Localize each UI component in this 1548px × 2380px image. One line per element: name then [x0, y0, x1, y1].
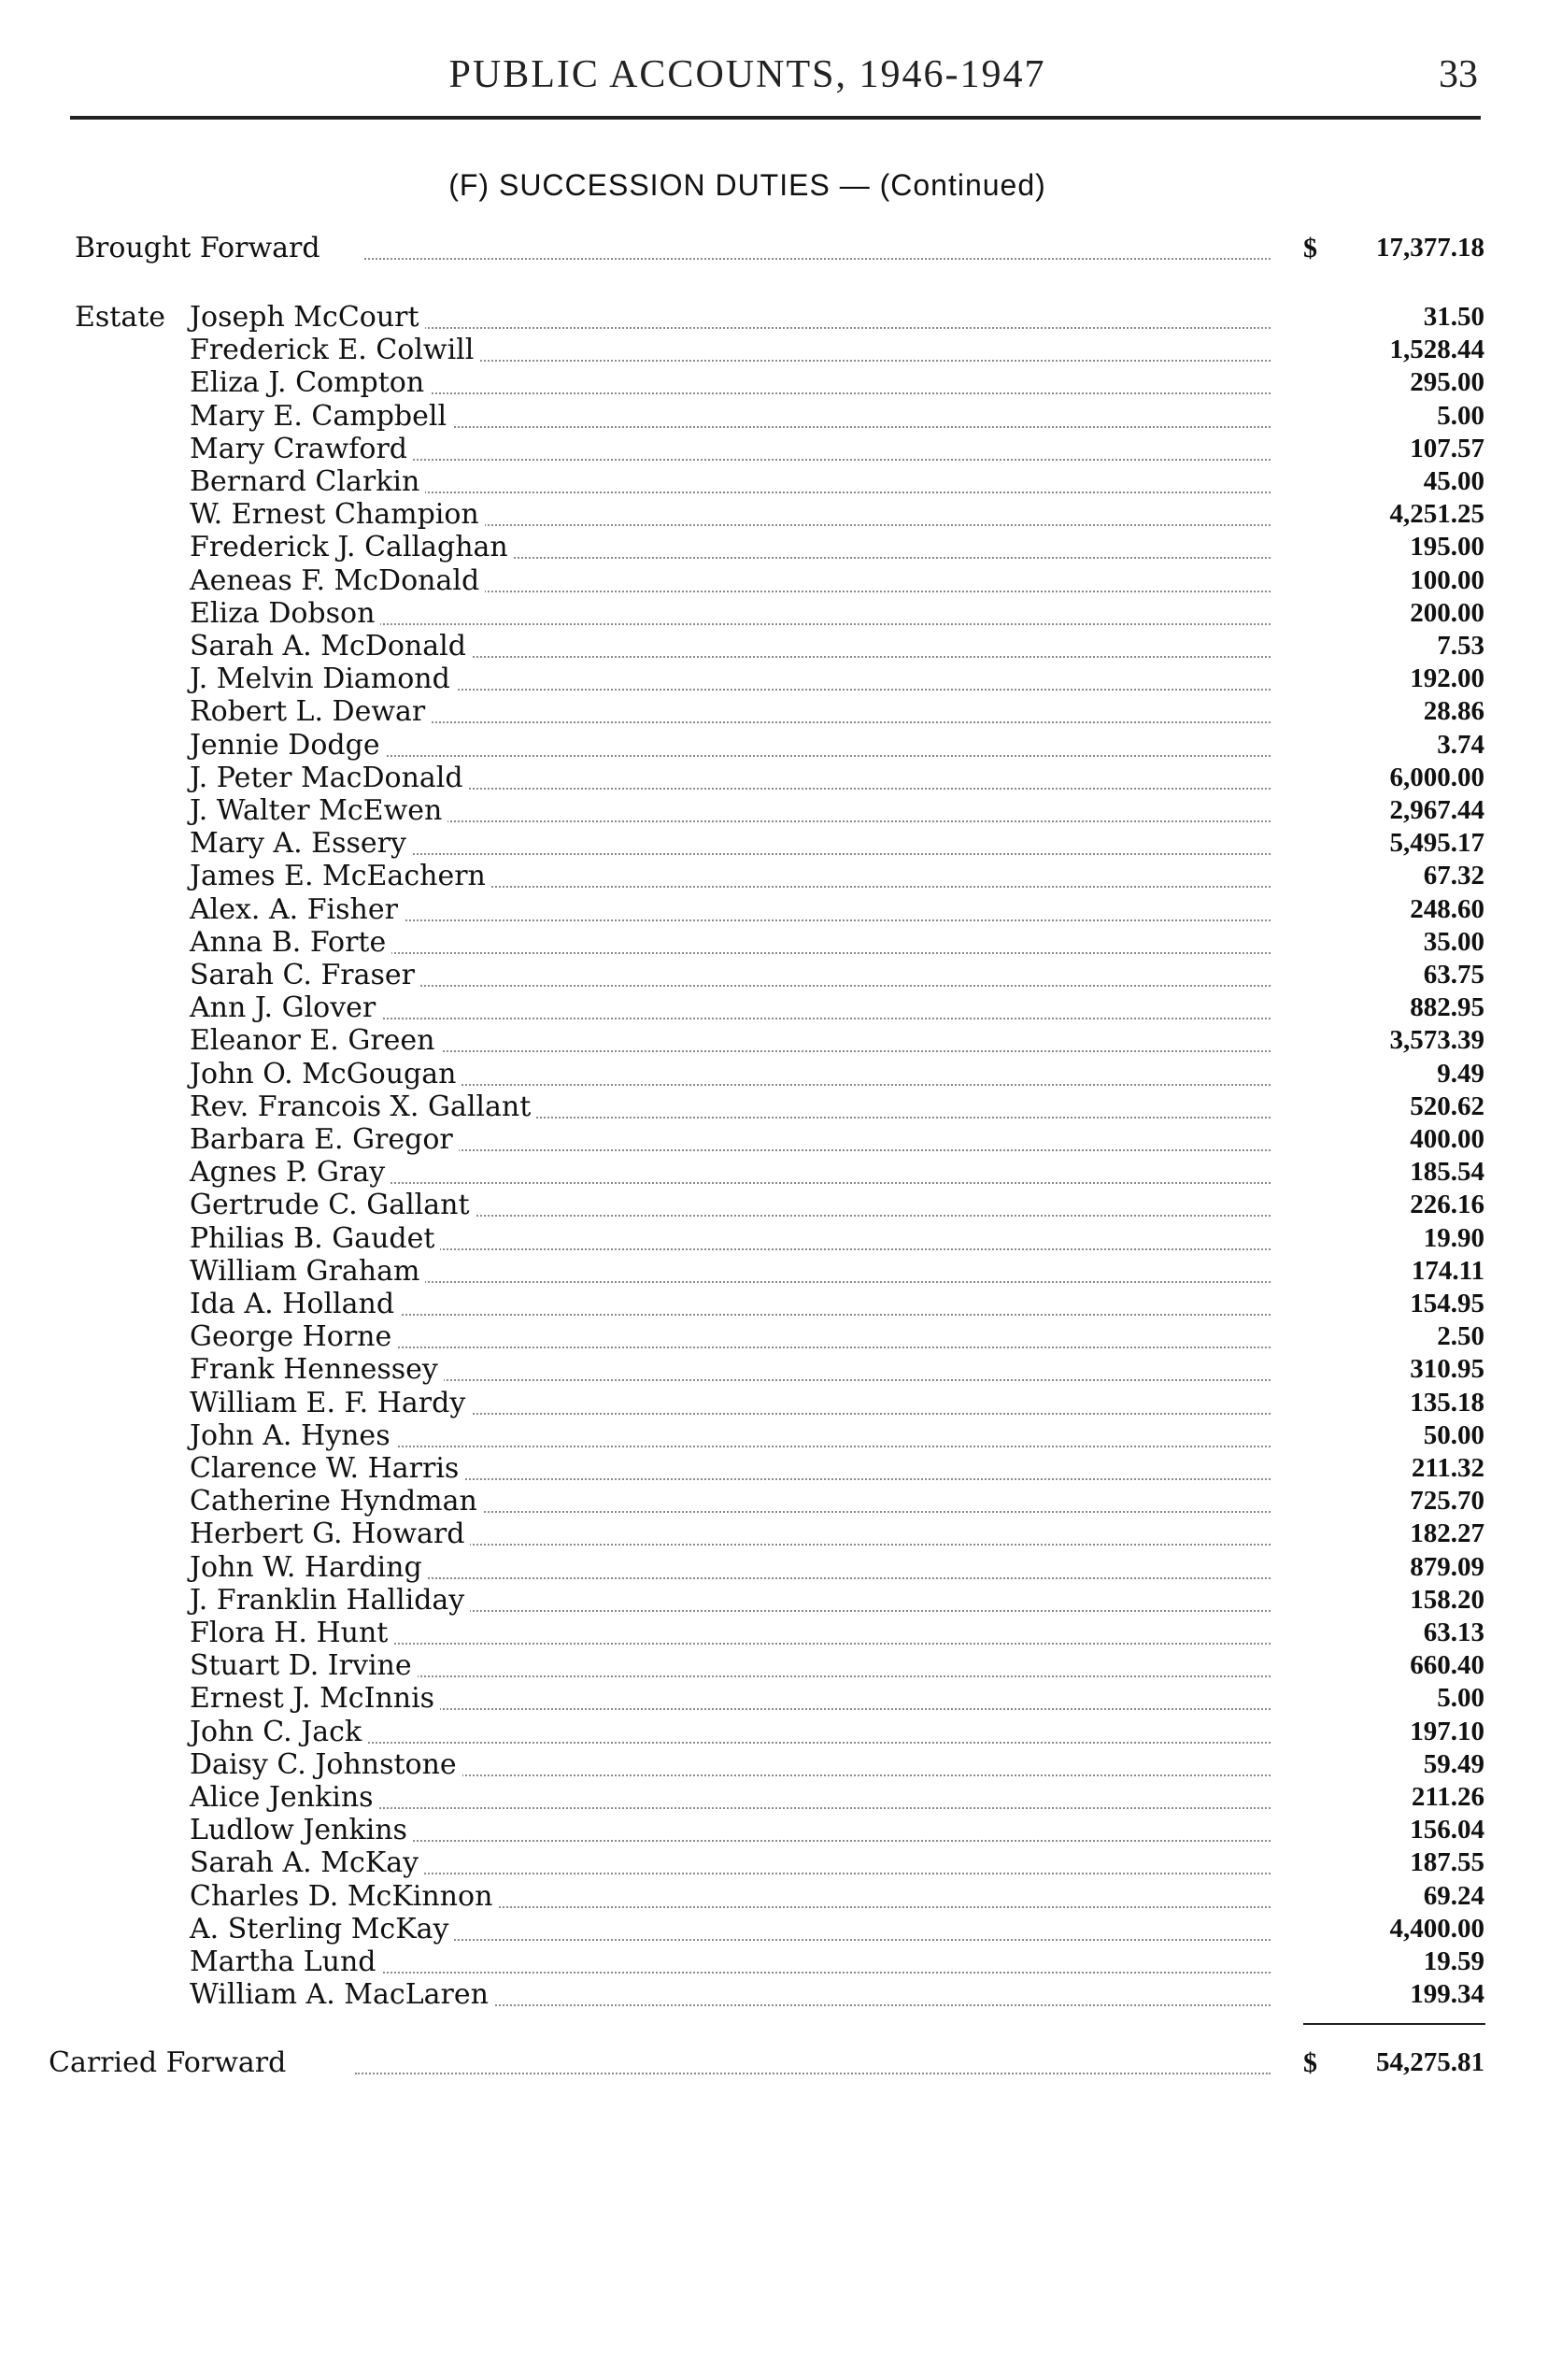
estate-name: Alex. A. Fisher — [190, 893, 404, 926]
estate-amount: 59.49 — [1423, 1748, 1484, 1779]
leader-dots — [227, 1939, 1271, 1974]
estate-amount: 192.00 — [1410, 663, 1484, 694]
estate-amount: 4,251.25 — [1389, 499, 1484, 530]
total-rule — [1303, 2023, 1485, 2025]
estate-name: Sarah A. McKay — [190, 1846, 424, 1879]
estate-name: Sarah C. Fraser — [190, 959, 420, 991]
estate-name: Bernard Clarkin — [190, 465, 425, 498]
estate-name: Anna B. Forte — [190, 926, 391, 959]
estate-amount: 1,528.44 — [1389, 335, 1484, 365]
brought-forward-row — [0, 232, 1548, 264]
estate-amount: 197.10 — [1410, 1716, 1484, 1746]
estate-name: Robert L. Dewar — [190, 695, 431, 728]
estate-name: Eliza J. Compton — [190, 366, 430, 399]
estate-amount: 4,400.00 — [1389, 1913, 1484, 1944]
leader-dots — [227, 1709, 1271, 1744]
running-title: PUBLIC ACCOUNTS, 1946-1947 — [448, 53, 1046, 96]
leader-dots — [364, 225, 1271, 260]
leader-dots — [227, 985, 1271, 1019]
estate-amount: 195.00 — [1410, 532, 1484, 563]
estate-amount: 6,000.00 — [1389, 762, 1484, 792]
estate-name: Ann J. Glover — [190, 991, 381, 1024]
estate-amount: 185.54 — [1410, 1157, 1484, 1188]
carried-forward-row — [0, 2046, 1548, 2079]
header-rule — [70, 116, 1481, 120]
estate-amount: 400.00 — [1410, 1124, 1484, 1154]
estate-amount: 5,495.17 — [1389, 828, 1484, 859]
estate-name: Agnes P. Gray — [190, 1156, 391, 1189]
estate-name: Sarah A. McDonald — [190, 630, 472, 663]
estate-name: J. Melvin Diamond — [190, 663, 456, 695]
estate-name: Alice Jenkins — [190, 1781, 379, 1814]
estate-amount: 31.50 — [1423, 302, 1484, 332]
estate-name: John C. Jack — [190, 1716, 367, 1748]
estate-name: W. Ernest Champion — [190, 498, 485, 531]
estate-amount: 520.62 — [1410, 1090, 1484, 1121]
estate-name: Mary E. Campbell — [190, 400, 452, 433]
estate-name: Rev. Francois X. Gallant — [190, 1090, 536, 1123]
estate-amount: 7.53 — [1437, 631, 1484, 661]
leader-dots — [227, 591, 1271, 625]
estate-amount: 156.04 — [1410, 1815, 1484, 1846]
estate-name: William Graham — [190, 1255, 425, 1288]
estate-name: Mary A. Essery — [190, 827, 412, 860]
estate-amount: 660.40 — [1410, 1650, 1484, 1681]
estate-name: J. Walter McEwen — [190, 794, 447, 827]
estate-name: Philias B. Gaudet — [190, 1222, 440, 1255]
estate-name: Ernest J. McInnis — [190, 1682, 440, 1715]
estate-name: J. Peter MacDonald — [190, 762, 469, 794]
estate-amount: 3.74 — [1437, 729, 1484, 760]
estate-name: George Horne — [190, 1320, 397, 1353]
estate-amount: 5.00 — [1437, 1683, 1484, 1714]
carried-forward-amount: 54,275.81 — [1376, 2047, 1484, 2077]
estate-name: James E. McEachern — [190, 860, 491, 892]
estate-name: A. Sterling McKay — [190, 1913, 454, 1945]
estate-name: J. Franklin Halliday — [190, 1584, 470, 1617]
carried-forward-label: Carried Forward — [49, 2046, 291, 2079]
estate-amount: 107.57 — [1410, 433, 1484, 463]
estate-amount: 135.18 — [1410, 1387, 1484, 1418]
estate-amount: 19.90 — [1423, 1222, 1484, 1253]
estate-amount: 2.50 — [1437, 1321, 1484, 1352]
page-number: 33 — [1439, 53, 1478, 96]
estate-name: Flora H. Hunt — [190, 1617, 393, 1649]
estate-name: Aeneas F. McDonald — [190, 564, 485, 597]
estate-amount: 63.75 — [1423, 960, 1484, 990]
estate-amount: 882.95 — [1410, 992, 1484, 1023]
estate-name: Ida A. Holland — [190, 1288, 400, 1320]
estate-row — [0, 1978, 1548, 2011]
estate-name: Frederick E. Colwill — [190, 334, 479, 366]
estate-amount: 69.24 — [1423, 1880, 1484, 1911]
estate-name: Eleanor E. Green — [190, 1024, 441, 1057]
estate-amount: 199.34 — [1410, 1979, 1484, 2010]
estate-name: John A. Hynes — [190, 1419, 396, 1452]
estate-name: Frank Hennessey — [190, 1353, 444, 1386]
estate-amount: 310.95 — [1410, 1354, 1484, 1385]
brought-forward-label: Brought Forward — [75, 232, 326, 264]
estate-amount: 67.32 — [1423, 861, 1484, 891]
estate-amount: 211.26 — [1411, 1782, 1484, 1812]
estate-amount: 2,967.44 — [1389, 795, 1484, 825]
estate-amount: 3,573.39 — [1389, 1025, 1484, 1056]
estate-amount: 211.32 — [1411, 1453, 1484, 1483]
leader-dots — [227, 1774, 1271, 1809]
estate-amount: 174.11 — [1411, 1255, 1484, 1286]
estate-amount: 154.95 — [1410, 1289, 1484, 1318]
estate-name: Joseph McCourt — [190, 301, 425, 334]
estate-name: Daisy C. Johnstone — [190, 1748, 462, 1781]
estate-name: Barbara E. Gregor — [190, 1123, 459, 1156]
estate-amount: 5.00 — [1437, 400, 1484, 431]
estate-amount: 182.27 — [1410, 1518, 1484, 1549]
estate-name: Martha Lund — [190, 1945, 382, 1978]
estate-amount: 9.49 — [1437, 1058, 1484, 1089]
estate-amount: 879.09 — [1410, 1551, 1484, 1582]
estate-amount: 295.00 — [1410, 367, 1484, 398]
estate-amount: 19.59 — [1423, 1946, 1484, 1976]
estate-amount: 226.16 — [1410, 1190, 1484, 1220]
estate-name: William A. MacLaren — [190, 1978, 494, 2011]
estate-name: Gertrude C. Gallant — [190, 1189, 476, 1221]
carried-forward-currency: $ — [1303, 2047, 1317, 2078]
brought-forward-amount: 17,377.18 — [1376, 233, 1484, 263]
estate-amount: 187.55 — [1410, 1847, 1484, 1878]
estate-amount: 28.86 — [1423, 696, 1484, 727]
estate-amount: 248.60 — [1410, 893, 1484, 924]
leader-dots — [355, 2040, 1271, 2074]
estate-amount: 45.00 — [1423, 466, 1484, 496]
estate-amount: 725.70 — [1410, 1486, 1484, 1517]
estate-name: Jennie Dodge — [190, 729, 386, 762]
estate-amount: 200.00 — [1410, 597, 1484, 628]
estate-name: John W. Harding — [190, 1551, 428, 1584]
estate-name: Charles D. McKinnon — [190, 1880, 498, 1913]
estate-amount: 158.20 — [1410, 1584, 1484, 1615]
estate-amount: 63.13 — [1423, 1618, 1484, 1647]
estate-name: Herbert G. Howard — [190, 1518, 470, 1550]
estate-name: Catherine Hyndman — [190, 1485, 483, 1518]
estate-name: Frederick J. Callaghan — [190, 531, 514, 563]
section-title: (F) SUCCESSION DUTIES — (Continued) — [448, 168, 1046, 202]
estate-name: Clarence W. Harris — [190, 1452, 464, 1485]
brought-forward-currency: $ — [1303, 233, 1317, 264]
estate-name: Stuart D. Irvine — [190, 1649, 418, 1682]
estate-prefix: Estate — [75, 301, 171, 334]
estate-name: John O. McGougan — [190, 1058, 462, 1090]
estate-name: Ludlow Jenkins — [190, 1814, 413, 1846]
estate-amount: 35.00 — [1423, 926, 1484, 957]
estate-name: William E. F. Hardy — [190, 1387, 471, 1419]
estate-name: Mary Crawford — [190, 433, 413, 465]
estate-amount: 50.00 — [1423, 1419, 1484, 1450]
estate-amount: 100.00 — [1410, 564, 1484, 595]
estate-name: Eliza Dobson — [190, 597, 380, 630]
